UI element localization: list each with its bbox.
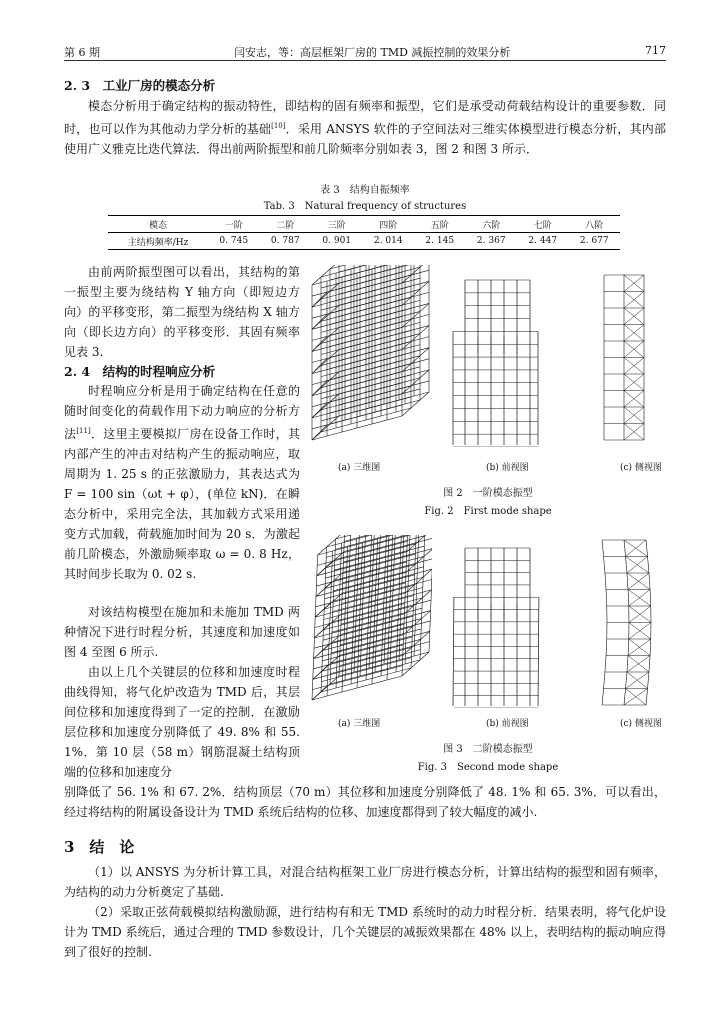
fig3-sub-b: (b) 前视图 bbox=[486, 719, 529, 729]
frame-member bbox=[628, 573, 649, 590]
paragraph-text: 时程响应分析是用于确定结构在任意的随时间变化的荷载作用下动力响应的分析方法 bbox=[64, 384, 300, 441]
frame-member bbox=[627, 656, 628, 673]
table-header-row bbox=[108, 216, 620, 233]
frame-member bbox=[628, 590, 629, 607]
conclusion-1: （1）以 ANSYS 为分析计算工具，对混合结构框架工业厂房进行模态分析，计算出结构的振型和固有频率，为结构的动力分析奠定了基础. bbox=[64, 865, 666, 899]
fig3-sub-c: (c) 侧视图 bbox=[620, 719, 662, 729]
table-header-cell: 六阶 bbox=[482, 220, 501, 231]
paragraph-text: ．采用 ANSYS 软件的子空间法对三维实体模型进行模态分析，其内部使用广义雅克比迭代算法．得出前两阶振型和前几阶频率分别如表 3，图 2 和图 3 所示． bbox=[64, 122, 666, 156]
running-title: 闫安志，等：高层框架厂房的 TMD 减振控制的效果分析 bbox=[234, 46, 511, 59]
frame-member bbox=[646, 689, 648, 706]
fig3-3d-frame bbox=[302, 535, 432, 710]
table-cell: 0. 787 bbox=[270, 236, 300, 246]
frame-member bbox=[453, 597, 454, 706]
fig2-sub-b: (b) 前视图 bbox=[486, 463, 529, 473]
fig3-sub-a: (a) 三维图 bbox=[338, 719, 381, 729]
table-header-cell: 八阶 bbox=[585, 220, 604, 231]
fig2-caption-en: Fig. 2 First mode shape bbox=[424, 506, 552, 517]
table-header-cell: 四阶 bbox=[379, 220, 398, 231]
fig2-sub-a: (a) 三维图 bbox=[338, 463, 381, 473]
section-2-4-title: 2. 4 结构的时程响应分析 bbox=[64, 364, 216, 379]
table-3-caption-cn: 表 3 结构自振频率 bbox=[320, 185, 410, 196]
frame-member bbox=[627, 573, 628, 590]
fig2-side-view bbox=[598, 270, 650, 445]
table-header-cell: 二阶 bbox=[276, 220, 295, 231]
paragraph-tmd-comparison: 对该结构模型在施加和未施加 TMD 两种情况下进行时程分析，其速度和加速度如图 4 至图 6 所示. bbox=[64, 605, 300, 659]
frame-member bbox=[646, 540, 648, 557]
frame-member bbox=[624, 689, 626, 706]
paragraph-text: ．这里主要模拟厂房在设备工作时，其内部产生的冲击对结构产生的振动响应，取周期为 1. 25 s 的正弦激励力，其表达式为 F = 100 sin（ωt + φ），(单位 kN)．在瞬态分析中，采用完全法，其加载方式采用递变方式加载，荷载施加时间为 20 s．为激起前几阶模态，外激励频率取 ω = 0. 8 Hz，其时间步长取为 0. 02 s. bbox=[64, 427, 300, 581]
frame-member bbox=[624, 540, 626, 557]
frame-member bbox=[626, 540, 646, 557]
fig3-caption-en: Fig. 3 Second mode shape bbox=[417, 762, 559, 773]
table-cell: 2. 447 bbox=[528, 236, 558, 246]
paragraph-time-history bbox=[64, 381, 300, 584]
frame-member bbox=[602, 540, 604, 557]
table-header-cell: 五阶 bbox=[430, 220, 449, 231]
table-row-label: 主结构频率/Hz bbox=[127, 237, 189, 248]
frame-member bbox=[312, 265, 339, 285]
frame-member bbox=[649, 573, 650, 590]
table-row bbox=[108, 233, 620, 250]
frame-member bbox=[429, 535, 432, 652]
frame-member bbox=[648, 557, 649, 574]
frame-member bbox=[606, 639, 607, 656]
frame-member bbox=[650, 590, 651, 607]
frame-member bbox=[384, 535, 390, 664]
fig3-caption-cn: 图 3 二阶模态振型 bbox=[443, 744, 533, 755]
paragraph-mode-shapes: 由前两阶振型图可以看出，其结构的第一振型主要为绕结构 Y 轴方向（即短边方向）的平移变形，第二振型为绕结构 X 轴方向（即长边方向）的平移变形．其固有频率见表 3. bbox=[64, 265, 300, 359]
paragraph-results: 由以上几个关键层的位移和加速度时程曲线得知，将气化炉改造为 TMD 后，其层间位移和加速度得到了一定的控制．在激励层位移和加速度分别降低了 49. 8% 和 55. 1%．第 10 层（58 m）钢筋混凝土结构顶端的位移和加速度分 bbox=[64, 665, 300, 779]
frame-member bbox=[626, 557, 627, 574]
table-header-cell: 模态 bbox=[148, 220, 167, 231]
section-2-3-title: 2. 3 工业厂房的模态分析 bbox=[64, 78, 216, 93]
frame-member bbox=[626, 672, 649, 689]
table-cell: 0. 745 bbox=[219, 236, 249, 246]
paragraph-modal-analysis bbox=[64, 96, 666, 159]
frame-member bbox=[626, 672, 627, 689]
fig2-caption-cn: 图 2 一阶模态振型 bbox=[443, 488, 533, 499]
table-cell: 2. 145 bbox=[425, 236, 455, 246]
fig3-side-view bbox=[596, 535, 652, 710]
table-header-cell: 三阶 bbox=[327, 220, 346, 231]
fig2-front-view bbox=[448, 272, 543, 447]
frame-member bbox=[604, 557, 605, 574]
frame-member bbox=[627, 656, 650, 673]
frame-member bbox=[605, 573, 606, 590]
fig2-sub-c: (c) 侧视图 bbox=[620, 463, 662, 473]
frame-member bbox=[318, 535, 345, 555]
frequency-table bbox=[108, 215, 620, 250]
citation-ref: [11] bbox=[76, 427, 91, 435]
table-cell: 0. 901 bbox=[322, 236, 352, 246]
fig2-3d-frame bbox=[302, 265, 432, 450]
frame-member bbox=[648, 672, 649, 689]
running-header bbox=[64, 44, 666, 61]
fig3-front-view bbox=[448, 540, 543, 708]
table-3-caption-en: Tab. 3 Natural frequency of structures bbox=[263, 201, 467, 212]
frame-member bbox=[650, 639, 651, 656]
frame-member bbox=[628, 639, 651, 656]
table-header-cell: 一阶 bbox=[224, 220, 243, 231]
page-number: 717 bbox=[645, 44, 666, 57]
section-3-title: 3 结 论 bbox=[64, 838, 135, 856]
conclusion-2: （2）采取正弦荷载模拟结构激励源，进行结构有和无 TMD 系统时的动力时程分析．结果表明，将气化炉设计为 TMD 系统后，通过合理的 TMD 参数设计，几个关键层的减振效果都在 48% 以上，表明结构的振动响应得到了很好的控制. bbox=[64, 905, 666, 959]
paragraph-results-continued: 别降低了 56. 1% 和 67. 2%．结构顶层（70 m）其位移和加速度分别降低了 48. 1% 和 65. 3%．可以看出，经过将结构的附属设备设计为 TMD 系统后结构的位移、加速度都得到了较大幅度的减小. bbox=[64, 785, 666, 819]
frame-member bbox=[602, 689, 604, 706]
citation-ref: [10] bbox=[271, 122, 286, 130]
issue-number: 第 6 期 bbox=[64, 46, 100, 59]
frame-member bbox=[628, 639, 629, 656]
frame-member bbox=[624, 689, 648, 706]
frame-member bbox=[407, 535, 432, 552]
table-cell: 2. 014 bbox=[373, 236, 403, 246]
frame-member bbox=[629, 590, 650, 607]
frame-member bbox=[538, 597, 539, 706]
table-cell: 2. 367 bbox=[476, 236, 506, 246]
table-header-cell: 七阶 bbox=[533, 220, 552, 231]
paragraph-text: 模态分析用于确定结构的振动特性，即结构的固有频率和振型，它们是承受动荷载结构设计的重要参数．同时，也可以作为其他动力学分析的基础 bbox=[64, 99, 666, 136]
frame-member bbox=[606, 590, 607, 607]
frame-member bbox=[627, 557, 648, 574]
frame-member bbox=[604, 672, 605, 689]
frame-member bbox=[605, 656, 606, 673]
frame-member bbox=[649, 656, 650, 673]
table-cell: 2. 677 bbox=[579, 236, 609, 246]
